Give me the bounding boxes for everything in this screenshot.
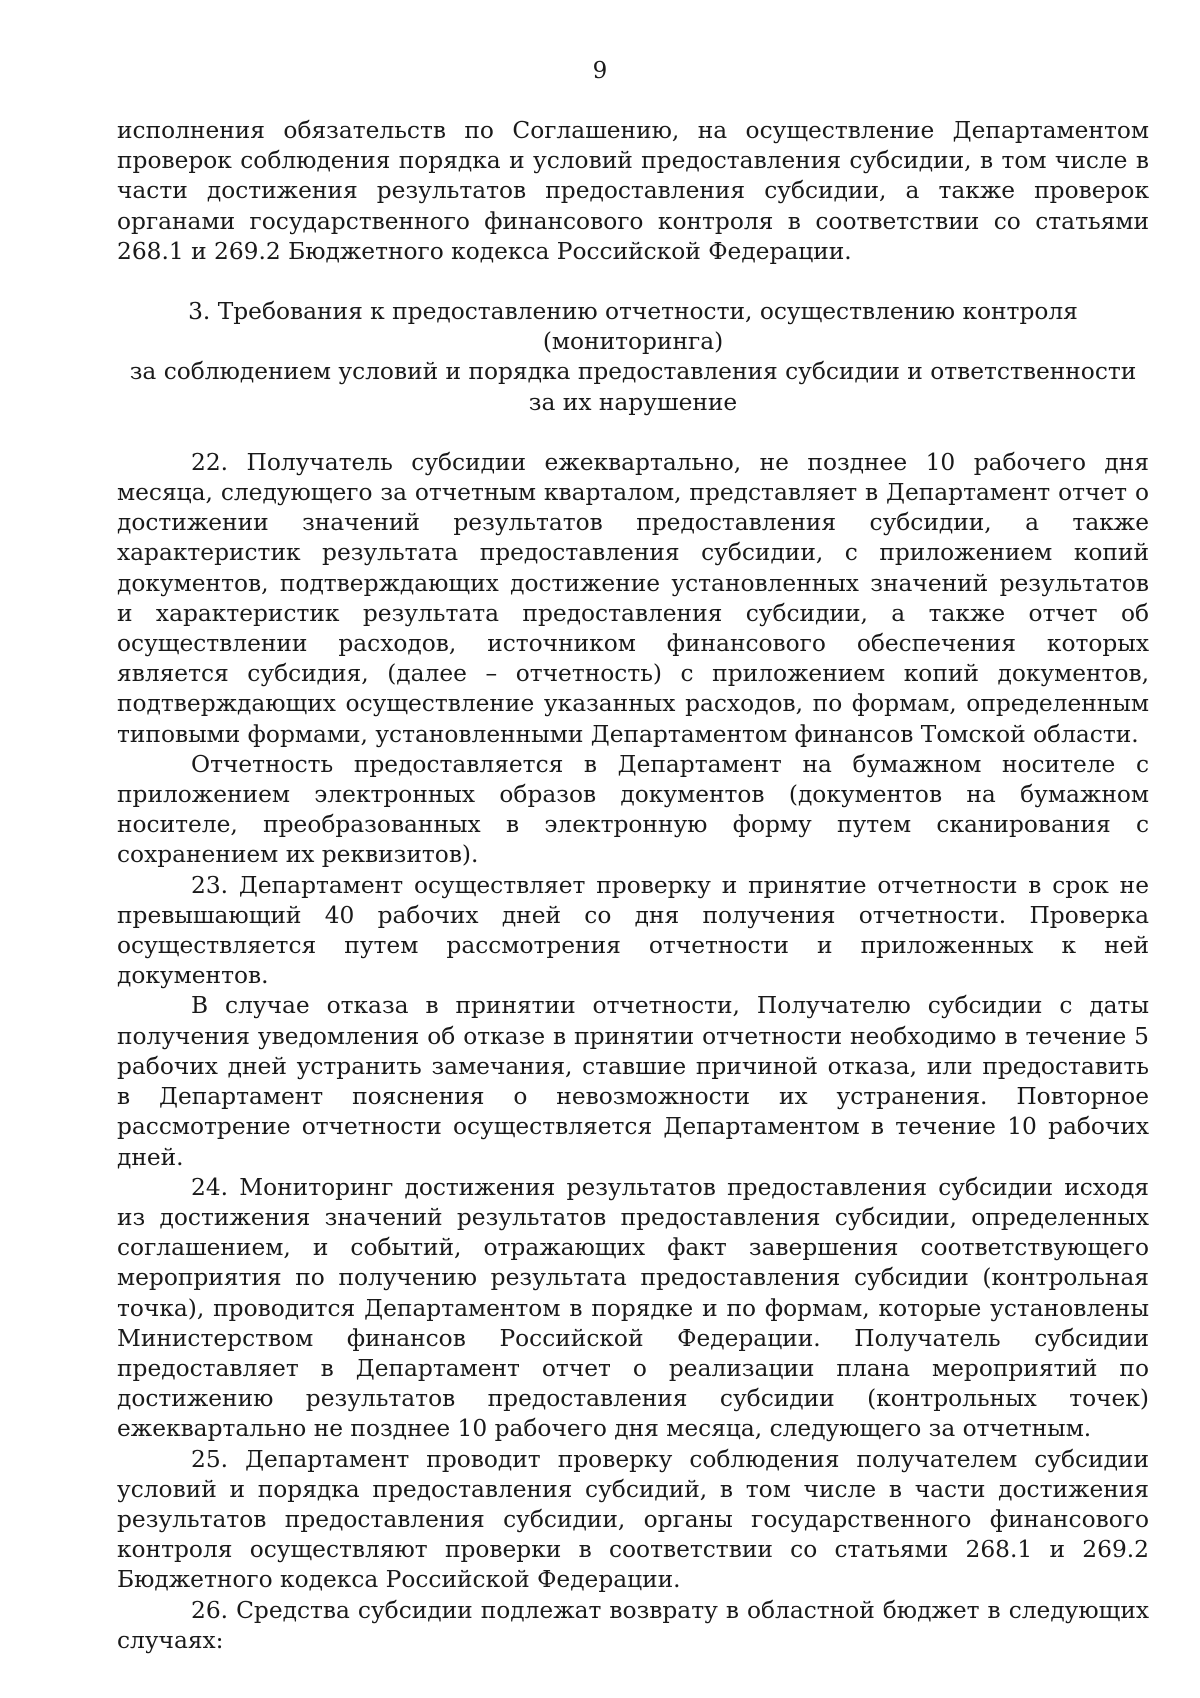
paragraph-refusal: В случае отказа в принятии отчетности, Получателю субсидии с даты получения уведомления об отказе в принятии отчетности необходимо в течение 5 рабочих дней устранить замечания, ставшие причиной отказа, или предоставить в Департамент пояснения о невозможности их устранения. Повторное рассмотрение отчетности осуществляется Департаментом в течение 10 рабочих дней. [117, 992, 1149, 1171]
document-body [117, 116, 1149, 1656]
paragraph-26: 26. Средства субсидии подлежат возврату в областной бюджет в следующих случаях: [117, 1596, 1149, 1654]
paragraph-24: 24. Мониторинг достижения результатов предоставления субсидии исходя из достижения значений результатов предоставления субсидии, определенных соглашением, и событий, отражающих факт завершения соответствующего мероприятия по получению результата предоставления субсидии (контрольная точка), проводится Департаментом в порядке и по формам, которые установлены Министерством финансов Российской Федерации. Получатель субсидии предоставляет в Департамент отчет о реализации плана мероприятий по достижению результатов предоставления субсидии (контрольных точек) ежеквартально не позднее 10 рабочего дня месяца, следующего за отчетным. [117, 1173, 1149, 1443]
paragraph-reporting-form: Отчетность предоставляется в Департамент на бумажном носителе с приложением электронных образов документов (документов на бумажном носителе, преобразованных в электронную форму путем сканирования с сохранением их реквизитов). [117, 750, 1149, 869]
section-heading [117, 297, 1149, 418]
paragraph-22: 22. Получатель субсидии ежеквартально, не позднее 10 рабочего дня месяца, следующего за отчетным кварталом, представляет в Департамент отчет о достижении значений результатов предоставления субсидии, а также характеристик результата предоставления субсидии, с приложением копий документов, подтверждающих достижение установленных значений результатов и характеристик результата предоставления субсидии, а также отчет об осуществлении расходов, источником финансового обеспечения которых является субсидия, (далее – отчетность) с приложением копий документов, подтверждающих осуществление указанных расходов, по формам, определенным типовыми формами, установленными Департаментом финансов Томской области. [117, 448, 1149, 748]
paragraph-25: 25. Департамент проводит проверку соблюдения получателем субсидии условий и порядка предоставления субсидий, в том числе в части достижения результатов предоставления субсидии, органы государственного финансового контроля осуществляют проверки в соответствии со статьями 268.1 и 269.2 Бюджетного кодекса Российской Федерации. [117, 1445, 1149, 1594]
page-number: 9 [592, 58, 608, 84]
section-heading-line-2: за соблюдением условий и порядка предоставления субсидии и ответственности [129, 358, 1137, 386]
section-heading-line-3: за их нарушение [528, 388, 738, 416]
section-heading-line-1: 3. Требования к предоставлению отчетности, осуществлению контроля (мониторинга) [188, 298, 1078, 356]
intro-paragraph: исполнения обязательств по Соглашению, на осуществление Департаментом проверок соблюдения порядка и условий предоставления субсидии, в том числе в части достижения результатов предоставления субсидии, а также проверок органами государственного финансового контроля в соответствии со статьями 268.1 и 269.2 Бюджетного кодекса Российской Федерации. [117, 117, 1149, 265]
paragraph-23: 23. Департамент осуществляет проверку и принятие отчетности в срок не превышающий 40 рабочих дней со дня получения отчетности. Проверка осуществляется путем рассмотрения отчетности и приложенных к ней документов. [117, 871, 1149, 990]
